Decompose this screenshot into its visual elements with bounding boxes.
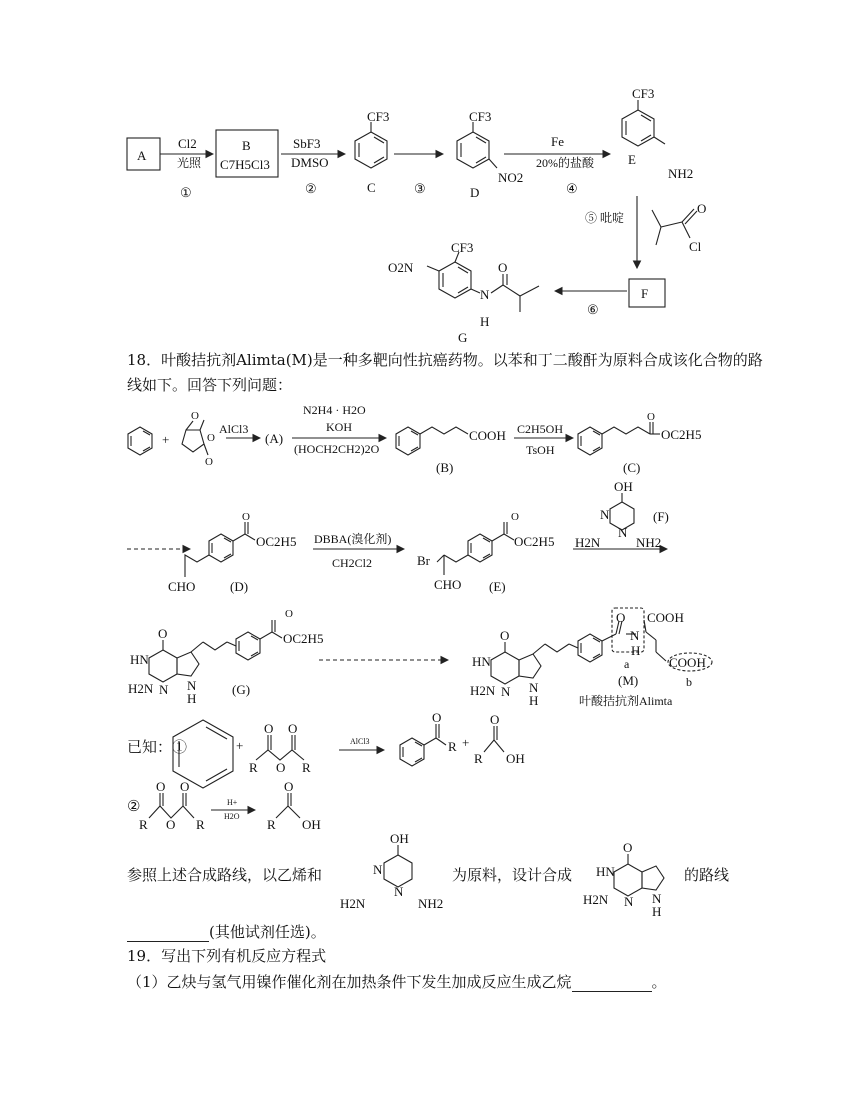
ring-c (355, 132, 387, 168)
design-n2: N (394, 884, 404, 899)
ring-e (622, 110, 654, 146)
ring-g (439, 262, 471, 298)
known1-acid-o: O (490, 712, 500, 727)
e-br: Br (417, 553, 430, 568)
cond-hcl: 20%的盐酸 (536, 156, 594, 170)
succinic-anhydride (182, 430, 204, 452)
target-h2n: H2N (583, 892, 609, 907)
m-o: O (500, 628, 510, 643)
label-c: C (367, 180, 376, 195)
design-nh2: NH2 (418, 896, 444, 911)
known1-alcl3: AlCl3 (350, 737, 370, 746)
q19-item1-end: 。 (651, 973, 667, 991)
known2-o1: O (156, 779, 166, 794)
benzene-1 (128, 427, 152, 455)
design-text-3: 的路线 (684, 866, 730, 884)
g18-h: H (187, 691, 197, 706)
known1-prod-o: O (432, 710, 442, 725)
label-g: G (458, 330, 468, 345)
cond-light: 光照 (177, 156, 202, 170)
known2-r2: R (196, 817, 205, 832)
label-f: F (641, 286, 649, 301)
e-cf3: CF3 (632, 86, 655, 101)
cond-dmso: DMSO (291, 155, 329, 170)
g-o: O (498, 260, 508, 275)
g18-o: O (158, 626, 168, 641)
target-hn: HN (596, 864, 615, 879)
design-oh: OH (390, 831, 409, 846)
known1-plus: + (236, 738, 244, 753)
reagent-fe: Fe (551, 134, 564, 149)
label-e-18: (E) (489, 579, 506, 594)
f-n2: N (618, 525, 628, 540)
reagent-hydrazine: N2H4 · H2O (303, 403, 366, 417)
c-oet: OC2H5 (661, 427, 702, 442)
b-cooh: COOH (469, 428, 506, 443)
known2-h2o: H2O (224, 812, 240, 821)
f-h2n: H2N (575, 535, 601, 550)
alcl3-1: AlCl3 (219, 422, 249, 436)
step-5-pyridine: ⑤ 吡啶 (585, 211, 625, 225)
plus-1: + (162, 432, 170, 447)
answer-blank-design[interactable] (127, 927, 209, 942)
m-hn: HN (472, 654, 491, 669)
m-name: 叶酸拮抗剂Alimta (579, 694, 673, 708)
label-b: B (242, 138, 251, 153)
known1-prod-r: R (448, 739, 457, 754)
target-n: N (624, 894, 634, 909)
g18-nh: N (187, 678, 197, 693)
q18-text-line2: 线如下。回答下列问题： (127, 376, 293, 394)
g18-oet: OC2H5 (283, 631, 324, 646)
anhydride-o-top: O (191, 410, 199, 422)
step-2: ② (305, 181, 317, 196)
design-answer-line (127, 922, 326, 942)
reagent-dbba: DBBA(溴化剂) (314, 532, 392, 546)
g18-n: N (159, 682, 169, 697)
known1-o-bridge: O (276, 760, 286, 775)
f-nh2: NH2 (636, 535, 662, 550)
e-oet: OC2H5 (514, 534, 555, 549)
known1-r2: R (302, 760, 311, 775)
c-carbonyl-o: O (647, 411, 655, 423)
known1-o3: O (288, 721, 298, 736)
reagent-koh: KOH (326, 420, 352, 434)
m-amide-n: N (630, 628, 640, 643)
step-3: ③ (414, 181, 426, 196)
known-label-1: 已知：① (127, 738, 188, 756)
d-no2: NO2 (498, 170, 524, 185)
d-oet: OC2H5 (256, 534, 297, 549)
label-a: A (137, 148, 147, 163)
label-d-18: (D) (230, 579, 249, 594)
c-cf3: CF3 (367, 109, 390, 124)
answer-blank-q19-1[interactable] (572, 977, 652, 992)
e-cho: CHO (434, 577, 462, 592)
f-oh: OH (614, 479, 633, 494)
label-f-18: (F) (653, 509, 669, 524)
known1-acid-r: R (474, 751, 483, 766)
known1-plus2: + (462, 735, 470, 750)
label-d: D (470, 185, 480, 200)
label-b-18: (B) (436, 460, 454, 475)
reagent-solvent: (HOCH2CH2)2O (294, 442, 380, 456)
known1-o1: O (264, 721, 274, 736)
e-carbonyl-o: O (511, 511, 519, 523)
g18-carbonyl-o: O (285, 608, 293, 620)
m-label-a: a (624, 657, 630, 671)
known1-acid-oh: OH (506, 751, 525, 766)
step-4: ④ (566, 181, 578, 196)
d-cho: CHO (168, 579, 196, 594)
ring-d (457, 132, 489, 168)
m-amide-h: H (631, 643, 641, 658)
g-cf3: CF3 (451, 240, 474, 255)
q19-item1-text: （1）乙炔与氢气用镍作催化剂在加热条件下发生加成反应生成乙烷 (127, 973, 572, 991)
known-label-2: ② (127, 797, 141, 815)
q18-text-line1: 18．叶酸拮抗剂Alimta(M)是一种多靶向性抗癌药物。以苯和丁二酸酐为原料合成该化合物的路 (127, 351, 763, 369)
known2-acid-r: R (267, 817, 276, 832)
q19-title: 19．写出下列有机反应方程式 (127, 947, 327, 965)
label-a-18: (A) (265, 431, 284, 446)
f-n1: N (600, 507, 610, 522)
m-h: H (529, 693, 539, 708)
label-m: (M) (618, 673, 639, 688)
m-n: N (501, 684, 511, 699)
known2-acid-o: O (284, 779, 294, 794)
acyl-o: O (697, 201, 707, 216)
d-carbonyl-o: O (242, 511, 250, 523)
known2-hplus: H+ (227, 798, 238, 807)
m-h2n: H2N (470, 683, 496, 698)
g-h: H (480, 314, 490, 329)
reagent-ch2cl2: CH2Cl2 (332, 556, 373, 570)
d-cf3: CF3 (469, 109, 492, 124)
g-o2n: O2N (388, 260, 414, 275)
anhydride-o-ring: O (207, 432, 215, 444)
known2-o2: O (180, 779, 190, 794)
m-nh: N (529, 680, 539, 695)
g18-hn: HN (130, 652, 149, 667)
g-n: N (480, 287, 490, 302)
anhydride-o-bottom: O (205, 456, 213, 468)
acyl-cl: Cl (689, 239, 702, 254)
known2-acid-oh: OH (302, 817, 321, 832)
known2-o-bridge: O (166, 817, 176, 832)
step-1: ① (180, 185, 192, 200)
design-text-2: 为原料，设计合成 (452, 866, 573, 884)
label-g-18: (G) (232, 682, 251, 697)
formula-b: C7H5Cl3 (220, 157, 270, 172)
design-n1: N (373, 862, 383, 877)
design-h2n: H2N (340, 896, 366, 911)
m-label-b: b (686, 675, 692, 689)
label-c-18: (C) (623, 460, 641, 475)
reagent-ethanol: C2H5OH (517, 422, 564, 436)
g18-h2n: H2N (128, 681, 154, 696)
reagent-tsoh: TsOH (526, 443, 555, 457)
m-amide-o: O (616, 610, 626, 625)
q19-item1 (127, 972, 667, 992)
target-o: O (623, 840, 633, 855)
m-cooh-2: COOH (669, 655, 706, 670)
e-nh2: NH2 (668, 166, 694, 181)
target-h: H (652, 904, 662, 919)
known2-r1: R (139, 817, 148, 832)
known1-r1: R (249, 760, 258, 775)
reagent-cl2: Cl2 (178, 136, 197, 151)
label-e: E (628, 152, 636, 167)
step-6: ⑥ (587, 302, 599, 317)
design-text-1: 参照上述合成路线，以乙烯和 (127, 866, 323, 884)
target-nh: N (652, 891, 662, 906)
design-text-4: (其他试剂任选)。 (209, 923, 326, 941)
reagent-sbf3: SbF3 (293, 136, 321, 151)
m-cooh-1: COOH (647, 610, 684, 625)
